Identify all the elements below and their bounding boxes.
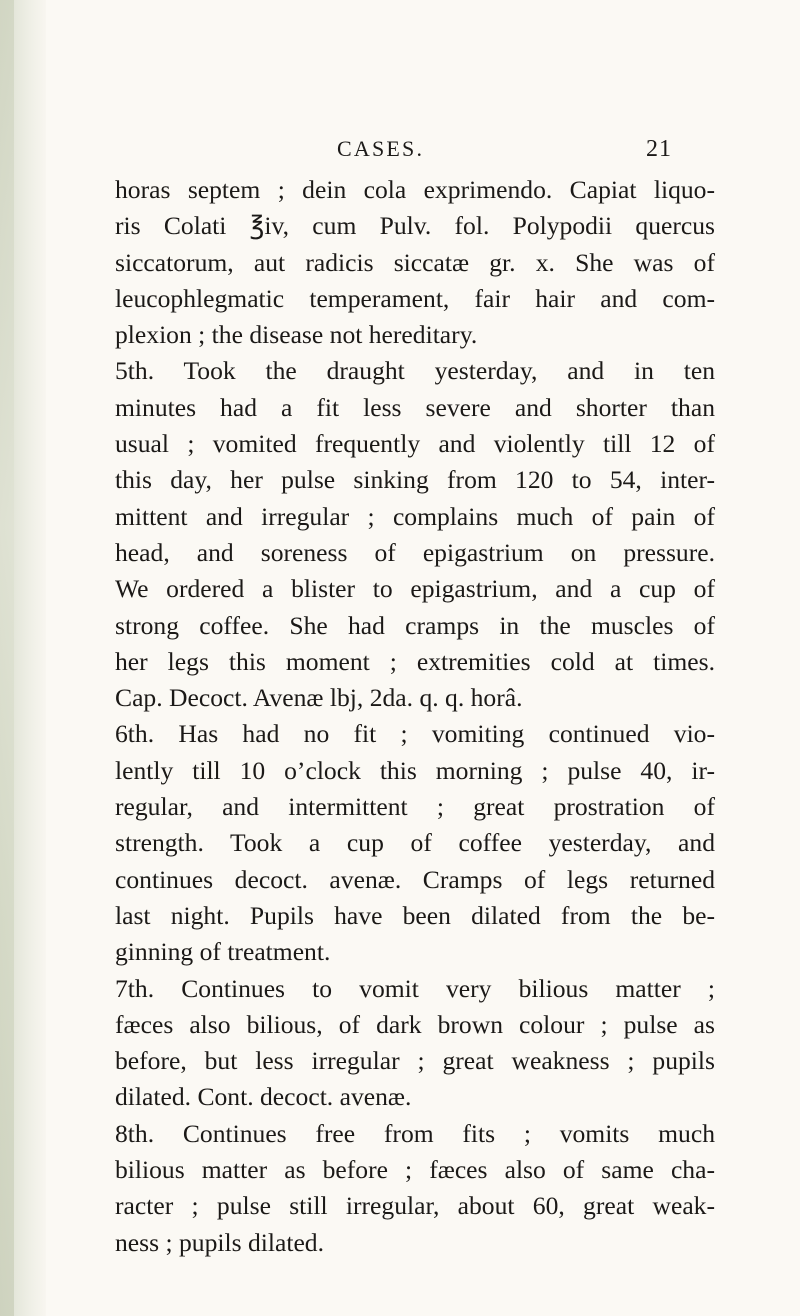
text-line: mittent and irregular ; complains much of pain of xyxy=(115,501,715,531)
text-line: siccatorum, aut radicis siccatæ gr. x. She was of xyxy=(115,247,715,277)
page-number: 21 xyxy=(646,136,672,162)
body-text xyxy=(115,172,715,1261)
page-gutter xyxy=(0,0,46,1316)
text-line: 6th. Has had no fit ; vomiting continued vio- xyxy=(115,719,715,749)
text-line: head, and soreness of epigastrium on pressure. xyxy=(115,537,715,567)
text-line: before, but less irregular ; great weakness ; pupils xyxy=(115,1046,715,1076)
running-head: CASES. xyxy=(337,136,425,161)
text-line: leucophlegmatic temperament, fair hair and com- xyxy=(115,283,715,313)
text-line: plexion ; the disease not hereditary. xyxy=(115,320,478,350)
text-line: continues decoct. avenæ. Cramps of legs returned xyxy=(115,864,715,894)
text-line: 7th. Continues to vomit very bilious matter ; xyxy=(115,973,715,1003)
gutter-shadow xyxy=(0,0,14,1316)
text-line: Cap. Decoct. Avenæ lbj, 2da. q. q. horâ. xyxy=(115,683,523,713)
text-line: 8th. Continues free from fits ; vomits much xyxy=(115,1118,715,1148)
text-line: horas septem ; dein cola exprimendo. Capiat liquo- xyxy=(115,175,715,204)
text-line: strong coffee. She had cramps in the muscles of xyxy=(115,610,715,640)
text-line: dilated. Cont. decoct. avenæ. xyxy=(115,1082,412,1112)
text-line: minutes had a fit less severe and shorter than xyxy=(115,392,715,422)
text-line: ness ; pupils dilated. xyxy=(115,1227,324,1257)
text-line: this day, her pulse sinking from 120 to 54, inter- xyxy=(115,465,715,495)
text-line: fæces also bilious, of dark brown colour ; pulse as xyxy=(115,1009,715,1039)
text-line: her legs this moment ; extremities cold at times. xyxy=(115,646,715,676)
text-line: 5th. Took the draught yesterday, and in ten xyxy=(115,356,715,386)
text-line: regular, and intermittent ; great prostration of xyxy=(115,792,715,822)
text-line: strength. Took a cup of coffee yesterday, and xyxy=(115,828,715,858)
text-line: We ordered a blister to epigastrium, and a cup of xyxy=(115,574,715,604)
text-line: last night. Pupils have been dilated from the be- xyxy=(115,900,715,930)
text-line: lently till 10 o’clock this morning ; pulse 40, ir- xyxy=(115,755,715,785)
text-line: racter ; pulse still irregular, about 60, great weak- xyxy=(115,1191,715,1221)
text-line: usual ; vomited frequently and violently till 12 of xyxy=(115,429,715,459)
page-header xyxy=(0,136,800,166)
text-line: ginning of treatment. xyxy=(115,937,331,967)
text-line: ris Colati ℥iv, cum Pulv. fol. Polypodii quercus xyxy=(115,211,715,241)
text-line: bilious matter as before ; fæces also of same cha- xyxy=(115,1155,715,1185)
